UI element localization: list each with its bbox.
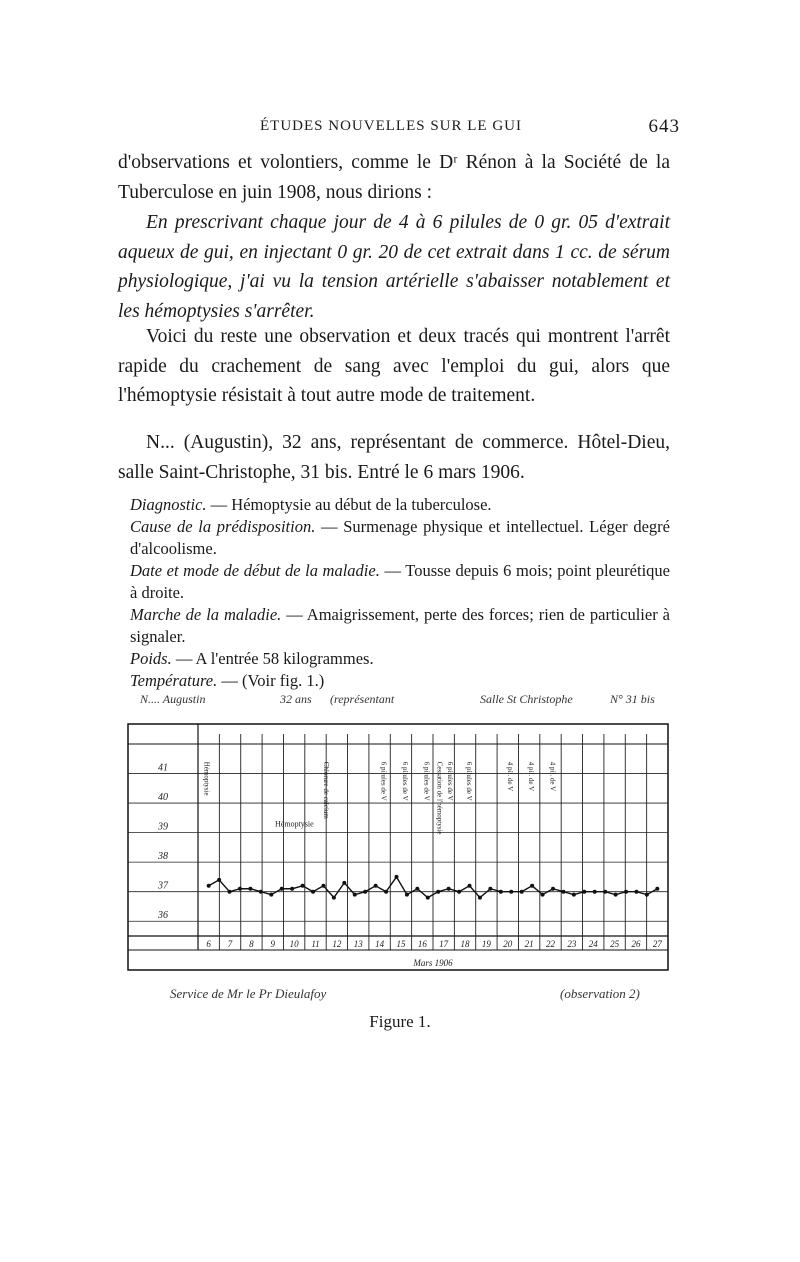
temperature-point [561,890,565,894]
x-tick-label: 14 [375,939,385,949]
x-tick-label: 8 [249,939,254,949]
temperature-point [457,890,461,894]
paragraph-1: d'observations et volontiers, comme le Dʳ Rénon à la Société de la Tuberculose en juin 1908, nous dirions : [118,152,670,203]
x-tick-label: 10 [289,939,299,949]
x-axis-label: Mars 1906 [413,958,453,968]
x-tick-label: 12 [332,939,342,949]
temperature-point [290,887,294,891]
temperature-point [572,893,576,897]
temperature-point [363,890,367,894]
y-tick-label: 36 [158,910,168,922]
temperature-point [238,887,242,891]
temperature-point [499,890,503,894]
y-tick-label: 41 [158,762,168,774]
annotation-label: Chlorure de calcium [322,761,331,819]
annotation-label: Cessation de l'hémoptysie [435,761,444,835]
paragraph-2: Voici du reste une observation et deux tracés qui montrent l'arrêt rapide du crachement de sang avec l'emploi du gui, alors que l'hémoptysie résistait à tout autre mode de traitement. [118,326,670,406]
temperature-point [280,887,284,891]
temperature-point [321,884,325,888]
x-tick-label: 15 [396,939,406,949]
diagnostic-label: Diagnostic. [130,495,207,514]
temperature-point [301,884,305,888]
y-tick-label: 37 [158,880,168,892]
observation-note: (observation 2) [560,986,640,1001]
temperature-point [603,890,607,894]
temperature-point [447,887,451,891]
patient-name: N.... Augustin [140,692,206,706]
temperature-point [614,893,618,897]
temperature-point [394,875,398,879]
service-note: Service de Mr le Pr Dieulafoy [170,986,327,1001]
temperature-point [228,890,232,894]
temperature-point [634,890,638,894]
temperature-point [520,890,524,894]
temperature-chart-svg [118,718,678,978]
chart-handwritten-header [130,688,680,710]
temperature-point [311,890,315,894]
x-tick-label: 23 [567,939,577,949]
x-tick-label: 19 [481,939,491,949]
paragraph-3: N... (Augustin), 32 ans, représentant de commerce. Hôtel-Dieu, salle Saint-Christophe, 31 bis. Entré le 6 mars 1906. [118,432,670,483]
x-tick-label: 21 [524,939,534,949]
x-tick-label: 20 [503,939,513,949]
debut-text: — Tousse depuis 6 mois; point pleurétique à droite. [130,561,670,602]
temperature-point [415,887,419,891]
patient-profession: (représentant [330,692,395,706]
temperature-point [530,884,534,888]
temperature-point [426,896,430,900]
annotation-label: Hémoptysie [202,761,211,796]
x-tick-label: 16 [417,939,427,949]
temperature-point [384,890,388,894]
annotation-label: 6 pilules de V [445,761,454,801]
temperature-point [624,890,628,894]
temperature-point [655,887,659,891]
annotation-label: 6 pilules de V [422,761,431,801]
temperature-text: — (Voir fig. 1.) [217,671,325,690]
temperature-point [374,884,378,888]
temperature-point [582,890,586,894]
x-tick-label: 26 [631,939,641,949]
x-tick-label: 18 [460,939,470,949]
temperature-point [248,887,252,891]
temperature-point [207,884,211,888]
temperature-point [593,890,597,894]
quote-paragraph: En prescrivant chaque jour de 4 à 6 pilules de 0 gr. 05 d'extrait aqueux de gui, en injectant 0 gr. 20 de cet extrait dans 1 cc. de sérum physiologique, j'ai vu la tension artérielle s'abaisser notablement et les hémoptysies s'arrêter. [118,212,670,322]
y-tick-label: 39 [158,821,168,833]
annotation-label: Hémoptysie [275,819,314,829]
temperature-point [342,881,346,885]
x-tick-label: 27 [652,939,662,949]
diagnostic-text: — Hémoptysie au début de la tuberculose. [206,495,492,514]
marche-text: — Amaigrissement, perte des forces; rien de particulier à signaler. [130,605,670,646]
annotation-label: 4 pil. de V [527,761,536,792]
annotation-label: 4 pil. de V [548,761,557,792]
temperature-point [405,893,409,897]
x-tick-label: 25 [610,939,620,949]
temperature-point [259,890,263,894]
figure-caption: Figure 1. [369,1012,431,1031]
temperature-point [488,887,492,891]
page-number: 643 [648,116,680,137]
debut-label: Date et mode de début de la maladie. [130,561,380,580]
temperature-point [269,893,273,897]
temperature-label: Température. [130,671,218,690]
annotation-label: 6 pilules de V [401,761,410,801]
temperature-point [541,893,545,897]
temperature-chart [118,718,678,978]
cause-label: Cause de la prédisposition. [130,517,316,536]
temperature-point [478,896,482,900]
x-tick-label: 22 [546,939,555,949]
poids-text: — A l'entrée 58 kilogrammes. [171,649,374,668]
ward-name: Salle St Christophe [480,692,573,706]
x-tick-label: 24 [588,939,598,949]
patient-age: 32 ans [280,692,312,706]
running-title: ÉTUDES NOUVELLES SUR LE GUI [260,118,522,134]
bed-number: N° 31 bis [610,692,655,706]
temperature-point [436,890,440,894]
x-tick-label: 9 [270,939,276,949]
temperature-point [468,884,472,888]
x-tick-label: 6 [206,939,211,949]
marche-label: Marche de la maladie. [130,605,282,624]
temperature-point [551,887,555,891]
x-tick-label: 13 [353,939,363,949]
x-tick-label: 7 [227,939,233,949]
temperature-point [217,878,221,882]
temperature-point [332,896,336,900]
poids-label: Poids. [130,649,172,668]
y-tick-label: 38 [158,851,168,863]
chart-handwritten-footer [130,982,680,1004]
annotation-label: 6 pilules de V [465,761,474,801]
cause-text: — Surmenage physique et intellectuel. Léger degré d'alcoolisme. [130,517,670,558]
x-tick-label: 11 [311,939,320,949]
y-tick-label: 40 [158,792,168,804]
case-details [130,494,670,692]
x-tick-label: 17 [439,939,449,949]
annotation-label: 6 pilules de V [379,761,388,801]
temperature-point [509,890,513,894]
temperature-point [645,893,649,897]
temperature-point [353,893,357,897]
annotation-label: 4 pil. de V [505,761,514,792]
